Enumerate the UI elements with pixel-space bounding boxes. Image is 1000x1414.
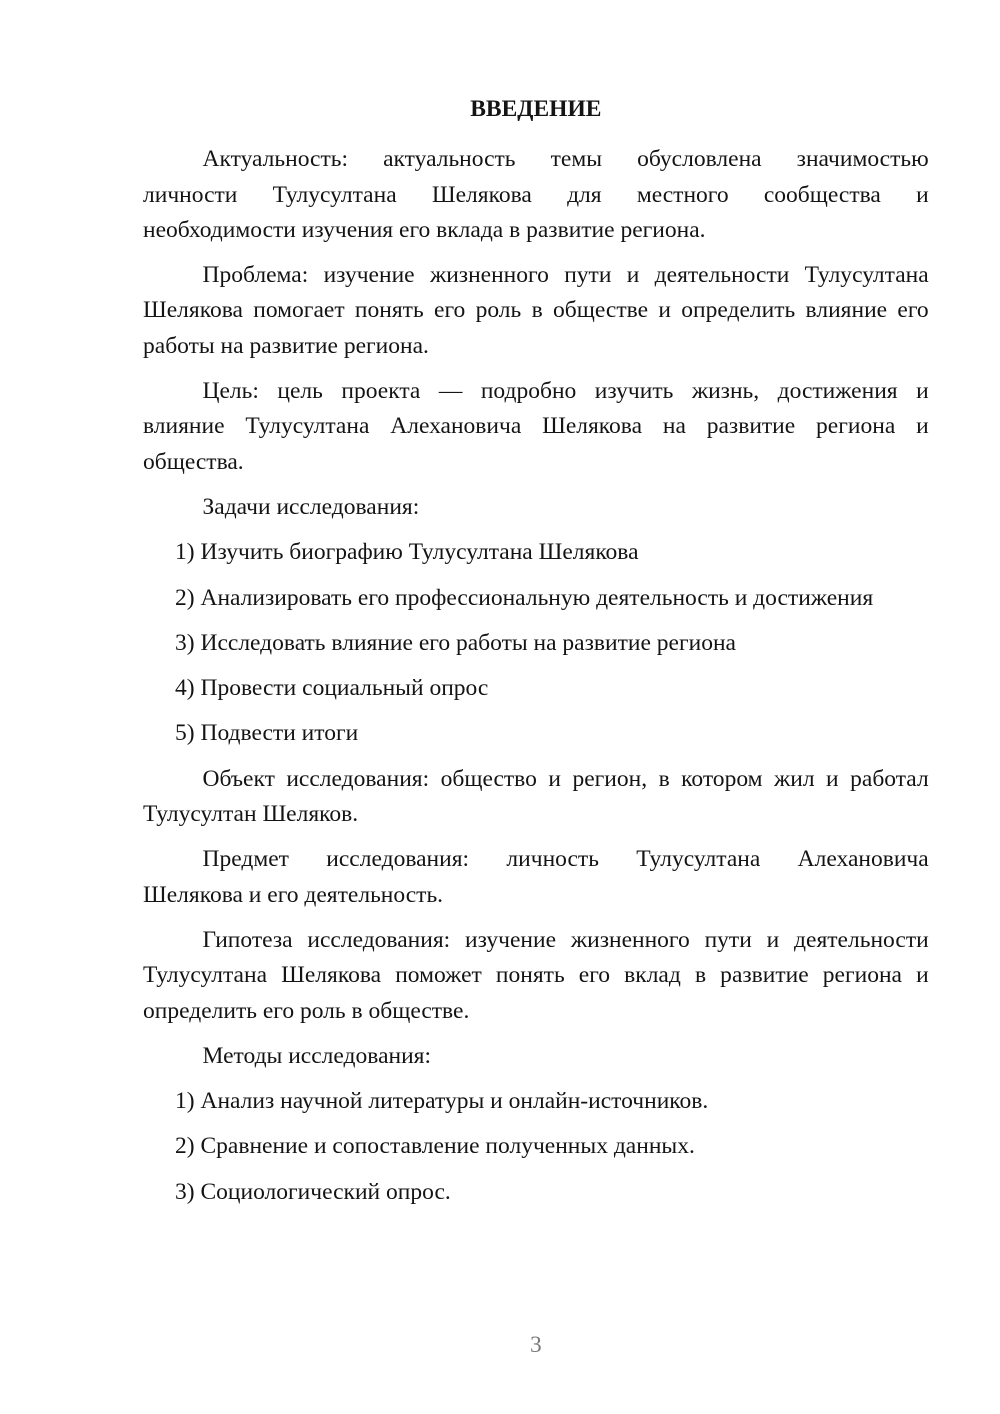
paragraph-line: общества. xyxy=(143,448,244,475)
list-item: 3) Исследовать влияние его работы на развитие региона xyxy=(175,629,736,656)
paragraph-line: определить его роль в обществе. xyxy=(143,997,470,1024)
task-item-2 xyxy=(143,581,929,616)
tasks-heading xyxy=(143,490,929,525)
list-item: 5) Подвести итоги xyxy=(175,720,359,747)
method-item-2 xyxy=(143,1129,929,1164)
paragraph-line: Тулусултан Шеляков. xyxy=(143,801,359,828)
list-item: 2) Анализировать его профессиональную деятельность и достижения xyxy=(175,584,874,611)
paragraph-hypothesis xyxy=(143,923,929,1029)
paragraph-line: Задачи исследования: xyxy=(202,493,420,520)
paragraph-line: Актуальность: актуальность темы обусловлена значимостью xyxy=(202,146,929,173)
task-item-1 xyxy=(143,535,929,570)
page-number: 3 xyxy=(529,1332,542,1359)
paragraph-line: влияние Тулусултана Алехановича Шелякова на развитие региона и xyxy=(143,413,929,440)
list-item: 2) Сравнение и сопоставление полученных данных. xyxy=(175,1133,695,1160)
paragraph-line: работы на развитие региона. xyxy=(143,332,429,359)
section-title: ВВЕДЕНИЕ xyxy=(470,96,602,123)
paragraph-line: Проблема: изучение жизненного пути и деятельности Тулусултана xyxy=(202,262,929,289)
task-item-3 xyxy=(143,626,929,661)
paragraph-line: Гипотеза исследования: изучение жизненного пути и деятельности xyxy=(202,926,929,953)
paragraph-problem xyxy=(143,258,929,364)
paragraph-line: личности Тулусултана Шелякова для местного сообщества и xyxy=(143,181,929,208)
paragraph-relevance xyxy=(143,142,929,248)
paragraph-line: Шелякова помогает понять его роль в обществе и определить влияние его xyxy=(143,297,929,324)
paragraph-line: Тулусултана Шелякова поможет понять его вклад в развитие региона и xyxy=(143,962,929,989)
paragraph-line: Методы исследования: xyxy=(202,1042,432,1069)
task-item-4 xyxy=(143,671,929,706)
method-item-1 xyxy=(143,1084,929,1119)
list-item: 3) Социологический опрос. xyxy=(175,1178,451,1205)
list-item: 1) Анализ научной литературы и онлайн-источников. xyxy=(175,1088,709,1115)
method-item-3 xyxy=(143,1175,929,1210)
task-item-5 xyxy=(143,716,929,751)
paragraph-line: необходимости изучения его вклада в развитие региона. xyxy=(143,216,706,243)
paragraph-goal xyxy=(143,374,929,480)
paragraph-line: Предмет исследования: личность Тулусултана Алехановича xyxy=(202,846,929,873)
paragraph-subject xyxy=(143,842,929,913)
page-content xyxy=(143,92,929,1220)
paragraph-object xyxy=(143,762,929,833)
list-item: 1) Изучить биографию Тулусултана Шелякова xyxy=(175,539,639,566)
list-item: 4) Провести социальный опрос xyxy=(175,675,489,702)
methods-heading xyxy=(143,1039,929,1074)
paragraph-line: Объект исследования: общество и регион, в котором жил и работал xyxy=(202,765,929,792)
paragraph-line: Цель: цель проекта — подробно изучить жизнь, достижения и xyxy=(202,378,929,405)
paragraph-line: Шелякова и его деятельность. xyxy=(143,881,444,908)
